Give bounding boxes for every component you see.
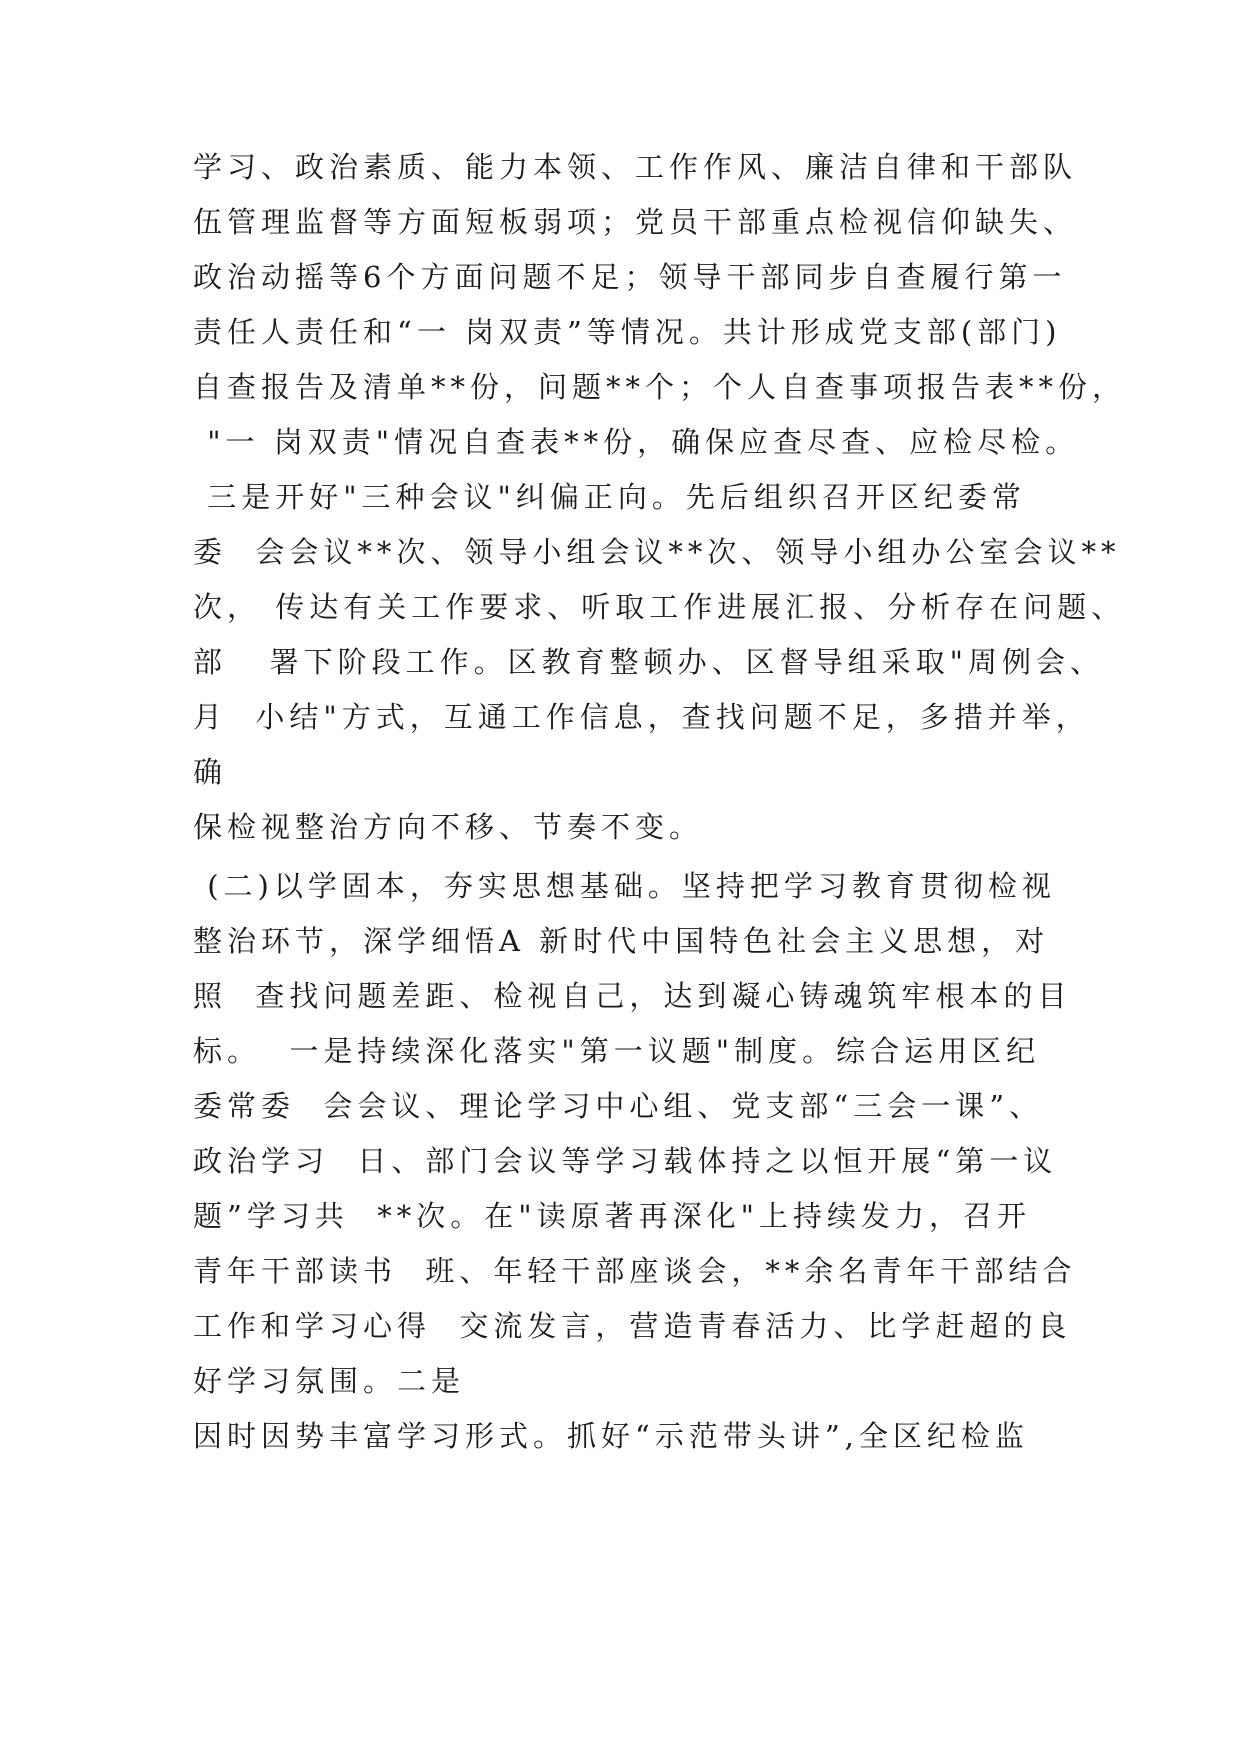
text-line: "一 岗双责"情况自查表**份，确保应查尽查、应检尽检。 [193,425,1080,459]
text-line: 照 查找问题差距、检视自己，达到凝心铸魂筑牢根本的目 [193,979,1072,1013]
text-line: 题”学习共 **次。在"读原著再深化"上持续发力，召开 [193,1199,1031,1233]
text-line: (二)以学固本，夯实思想基础。坚持把学习教育贯彻检视 [193,869,1056,903]
text-line: 委常委 会会议、理论学习中心组、党支部“三会一课”、 [193,1089,1044,1123]
text-line: 好学习氛围。二是 [193,1364,466,1398]
text-line: 标。 一是持续深化落实"第一议题"制度。综合运用区纪 [193,1034,1041,1068]
text-line: 政治动摇等6个方面问题不足；领导干部同步自查履行第一 [193,260,1067,294]
text-line: 月 小结"方式，互通工作信息，查找问题不足，多措并举， [193,700,1090,734]
text-line: 因时因势丰富学习形式。抓好“示范带头讲”,全区纪检监 [193,1419,1029,1453]
text-line: 青年干部读书 班、年轻干部座谈会，**余名青年干部结合 [193,1254,1077,1288]
text-line: 伍管理监督等方面短板弱项；党员干部重点检视信仰缺失、 [193,205,1078,239]
text-line: 三是开好"三种会议"纠偏正向。先后组织召开区纪委常 [193,480,1026,514]
text-line: 政治学习 日、部门会议等学习载体持之以恒开展“第一议 [193,1144,1058,1178]
text-line: 保检视整治方向不移、节奏不变。 [193,810,704,844]
text-line: 确 [193,755,228,789]
text-line: 整治环节，深学细悟A 新时代中国特色社会主义思想，对 [193,924,1050,958]
text-line: 责任人责任和“一 岗双责”等情况。共计形成党支部(部门) [193,315,1062,349]
text-line: 自查报告及清单**份，问题**个；个人自查事项报告表**份， [193,370,1127,404]
text-line: 学习、政治素质、能力本领、工作作风、廉洁自律和干部队 [193,150,1078,184]
text-line: 部 署下阶段工作。区教育整顿办、区督导组采取"周例会、 [193,645,1104,679]
text-line: 工作和学习心得 交流发言，营造青春活力、比学赶超的良 [193,1309,1072,1343]
text-line: 委 会会议**次、领导小组会议**次、领导小组办公室会议** [193,535,1121,569]
text-line: 次， 传达有关工作要求、听取工作进展汇报、分析存在问题、 [193,590,1126,624]
